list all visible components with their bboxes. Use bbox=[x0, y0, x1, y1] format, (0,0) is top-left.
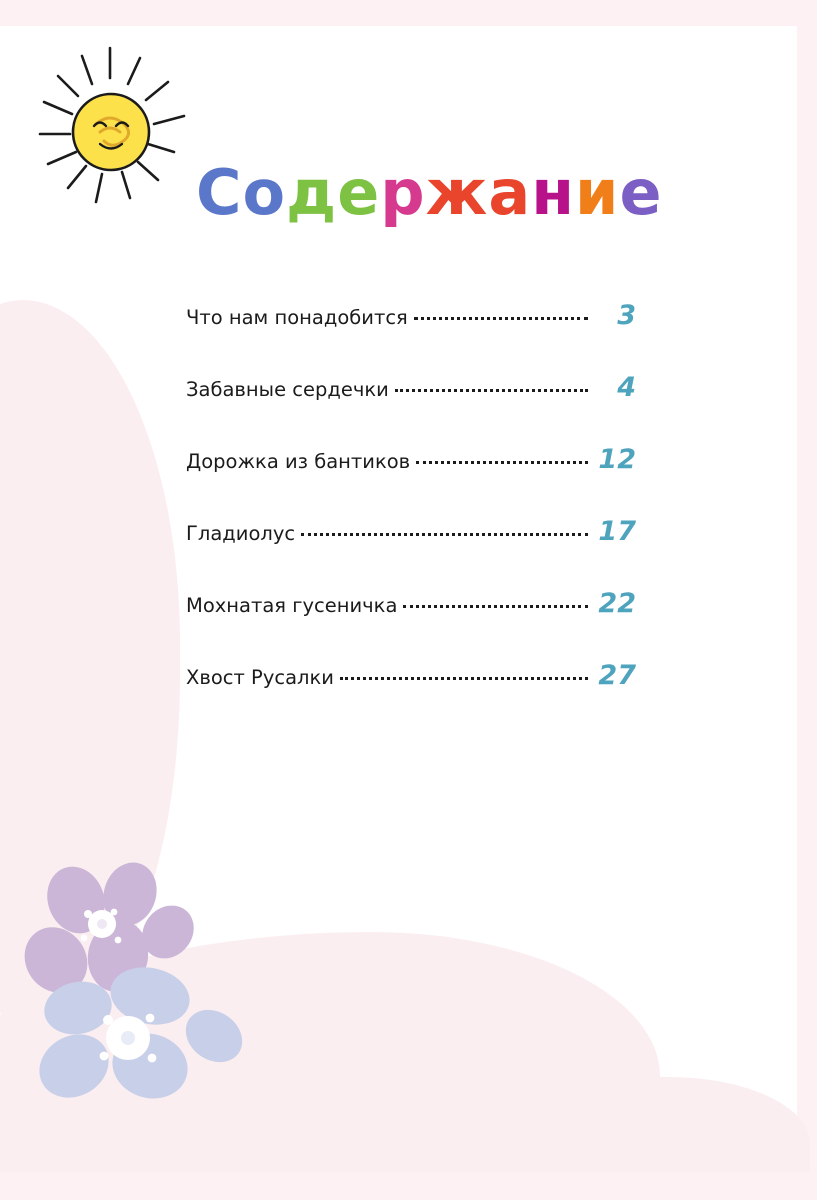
toc-entry[interactable] bbox=[186, 588, 636, 660]
sun-icon bbox=[22, 40, 197, 210]
toc-entry-page: 4 bbox=[617, 372, 636, 403]
title-letter: р bbox=[380, 156, 426, 229]
title-letter: е bbox=[337, 156, 381, 229]
title-letter: е bbox=[619, 156, 663, 229]
page-border-right bbox=[797, 0, 817, 1200]
toc-entry-page: 27 bbox=[598, 660, 636, 691]
table-of-contents bbox=[186, 300, 636, 732]
title-letter: н bbox=[531, 156, 576, 229]
page-border-top bbox=[0, 0, 817, 26]
toc-entry-label: Дорожка из бантиков bbox=[186, 450, 411, 473]
toc-leader-dots bbox=[340, 677, 588, 680]
toc-entry-label: Мохнатая гусеничка bbox=[186, 594, 398, 617]
toc-leader-dots bbox=[395, 389, 588, 392]
title-letter: и bbox=[575, 156, 620, 229]
title-letter: а bbox=[488, 156, 532, 229]
toc-leader-dots bbox=[416, 461, 588, 464]
toc-entry-label: Гладиолус bbox=[186, 522, 296, 545]
toc-entry-page: 22 bbox=[598, 588, 636, 619]
title-letter: о bbox=[242, 156, 287, 229]
toc-entry-label: Забавные сердечки bbox=[186, 378, 389, 401]
toc-entry[interactable] bbox=[186, 444, 636, 516]
title-letter: С bbox=[196, 156, 243, 229]
toc-entry[interactable] bbox=[186, 300, 636, 372]
toc-entry[interactable] bbox=[186, 372, 636, 444]
flowers-icon bbox=[18, 860, 308, 1110]
toc-entry-page: 3 bbox=[617, 300, 636, 331]
toc-leader-dots bbox=[301, 533, 588, 536]
toc-leader-dots bbox=[414, 317, 588, 320]
page-border-bottom bbox=[0, 1172, 817, 1200]
toc-entry[interactable] bbox=[186, 516, 636, 588]
toc-entry-label: Хвост Русалки bbox=[186, 666, 334, 689]
toc-entry-page: 17 bbox=[598, 516, 636, 547]
toc-leader-dots bbox=[403, 605, 588, 608]
page-title bbox=[196, 156, 663, 229]
title-letter: д bbox=[286, 156, 338, 229]
toc-entry-page: 12 bbox=[598, 444, 636, 475]
title-letter: ж bbox=[425, 156, 489, 229]
toc-entry-label: Что нам понадобится bbox=[186, 306, 408, 329]
toc-entry[interactable] bbox=[186, 660, 636, 732]
